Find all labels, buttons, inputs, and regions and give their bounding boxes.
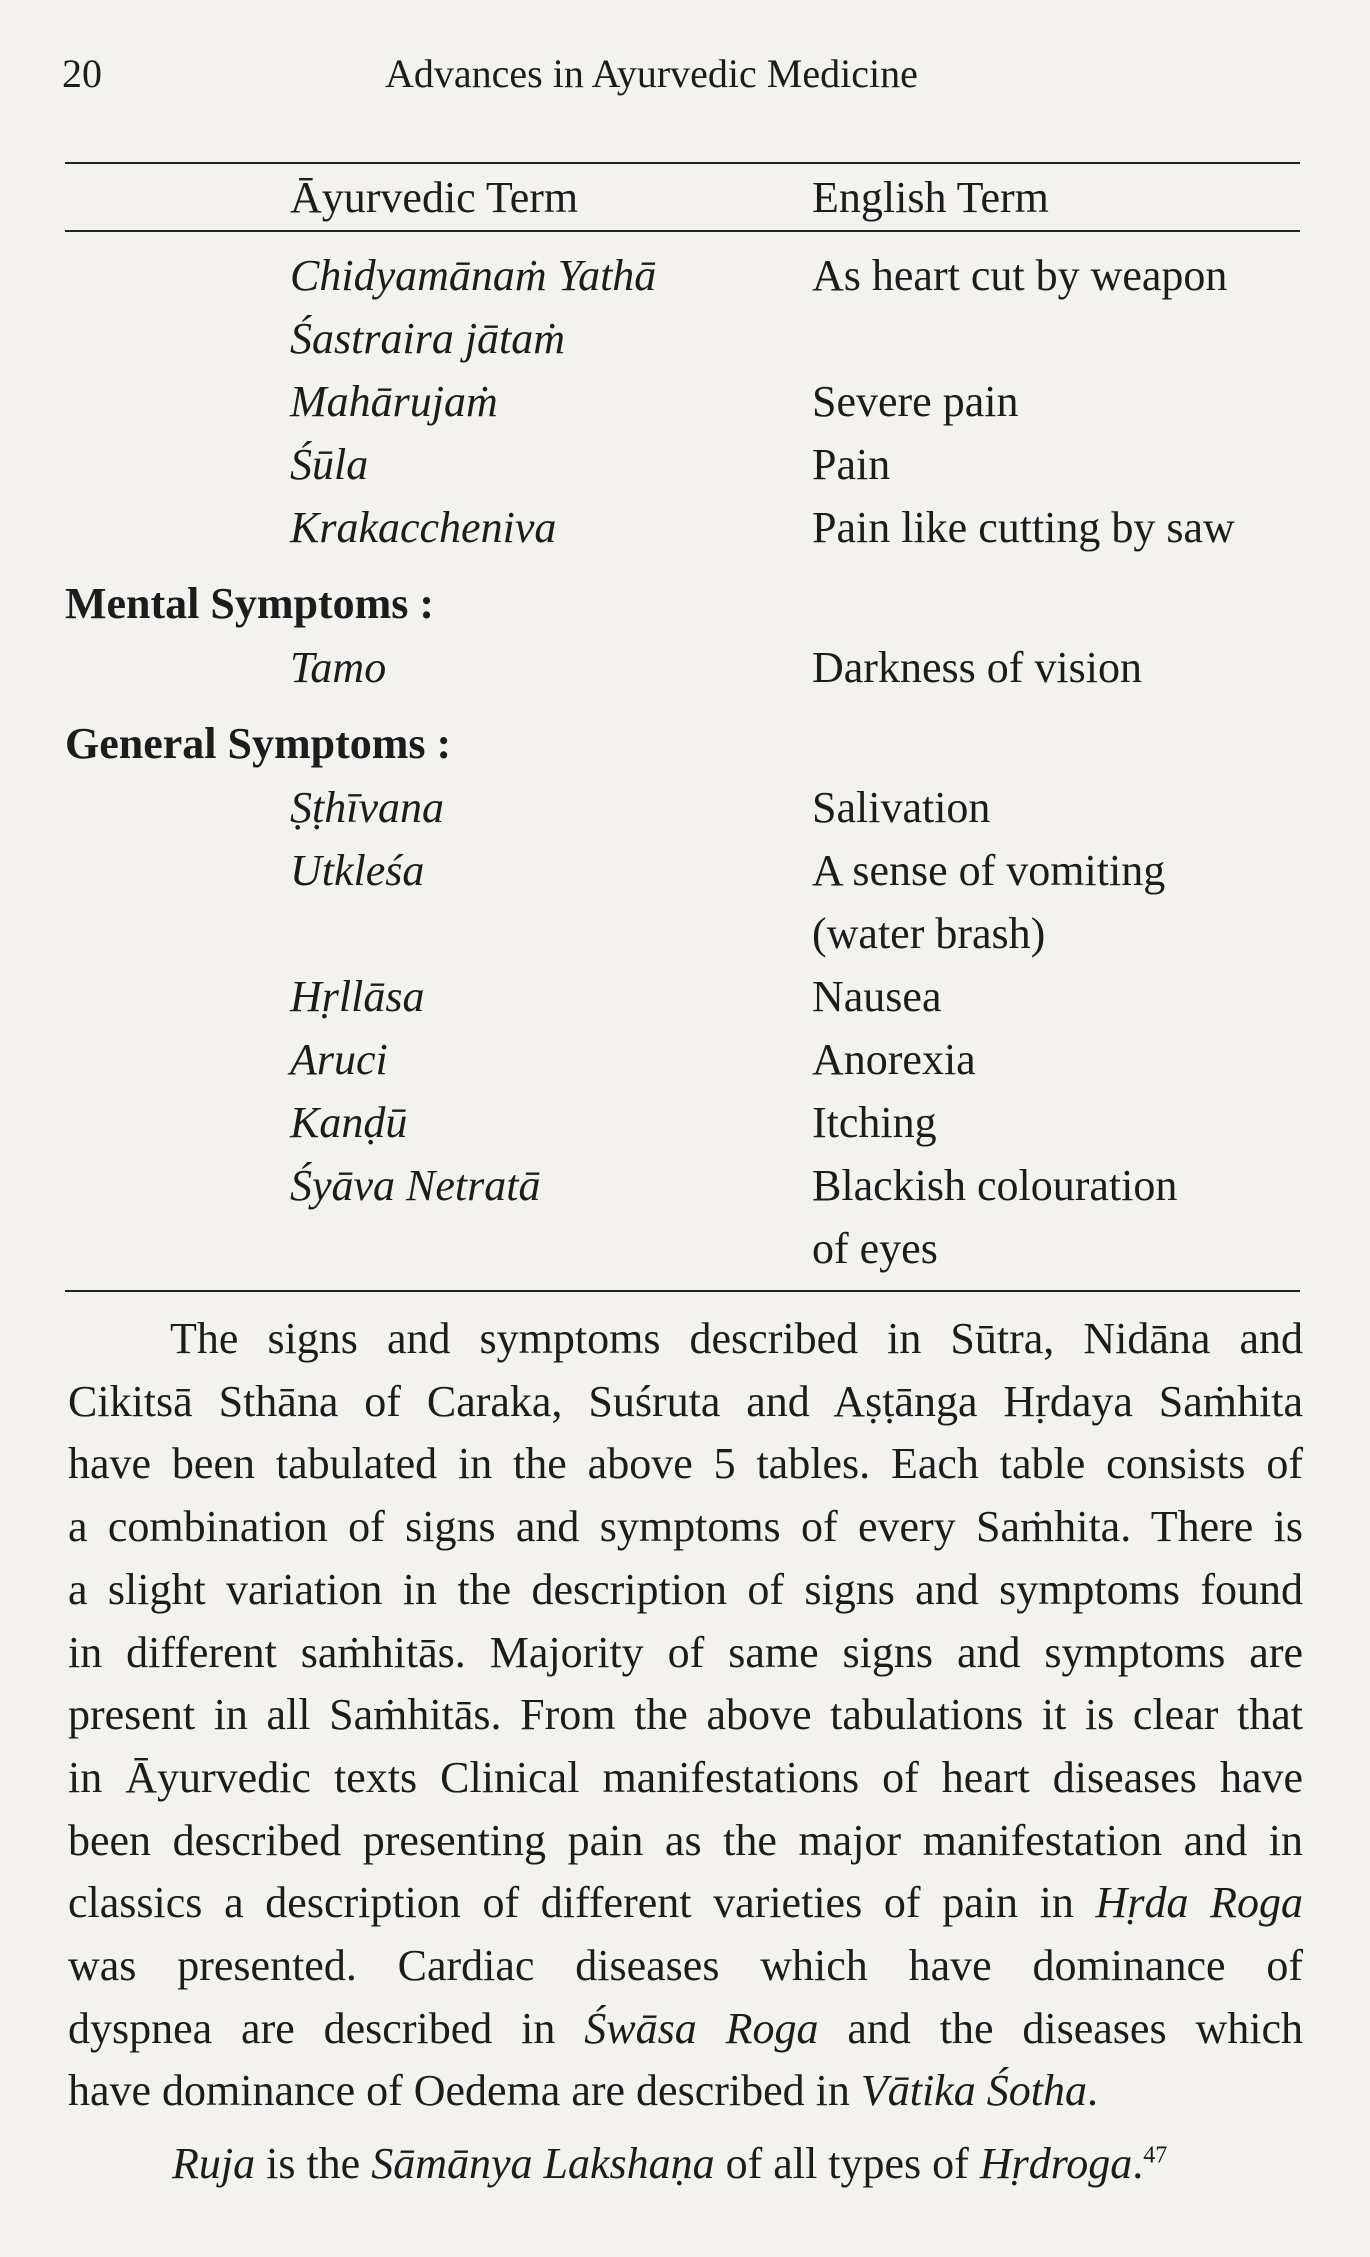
table-row-english: Darkness of vision [812, 643, 1142, 692]
table-row-english: Blackish colouration [812, 1161, 1178, 1210]
final-italic: Sāmānya Lakshaṇa [371, 2139, 715, 2188]
table-row-english: Itching [812, 1098, 937, 1147]
table-row-term: Krakaccheniva [290, 503, 557, 552]
final-italic: Hṛdroga [979, 2139, 1133, 2188]
table-row-term: Kanḍū [290, 1098, 408, 1147]
paragraph-line [68, 1872, 1303, 1935]
table-row-term: Utkleśa [290, 846, 425, 895]
paragraph-text: and the diseases which [818, 2003, 1303, 2053]
table-row-term: Śyāva Netratā [290, 1161, 541, 1210]
table-row-english: Nausea [812, 972, 942, 1021]
table-row-term: Śastraira jātaṁ [290, 314, 566, 363]
paragraph-italic: Vātika Śotha [860, 2066, 1087, 2116]
paragraph-text: . [1086, 2066, 1098, 2116]
general-symptoms-heading: General Symptoms : [65, 719, 452, 768]
table-row-term: Tamo [290, 643, 387, 692]
table-row-english: As heart cut by weapon [812, 251, 1228, 300]
final-text: of all types of [714, 2139, 980, 2188]
mental-symptoms-heading: Mental Symptoms : [65, 579, 435, 628]
paragraph-line: in Āyurvedic texts Clinical manifestations of heart diseases have [68, 1752, 1303, 1802]
paragraph-text: dyspnea are described in [68, 2003, 585, 2053]
page-number: 20 [62, 51, 102, 96]
table-row-english: Anorexia [812, 1035, 976, 1084]
paragraph-text: classics a description of different varieties of pain in [68, 1878, 1096, 1928]
table-row-english: Salivation [812, 783, 991, 832]
table-row-term: Aruci [290, 1035, 388, 1084]
table-header-col1: Āyurvedic Term [290, 173, 579, 222]
table-row-english: (water brash) [812, 909, 1046, 958]
table-row-term: Ṣṭhīvana [290, 783, 444, 832]
table-row-term: Chidyamānaṁ Yathā [290, 251, 657, 300]
paragraph-line [68, 1998, 1303, 2061]
paragraph-line: have been tabulated in the above 5 tables. Each table consists of [68, 1439, 1303, 1489]
paragraph-line: in different saṁhitās. Majority of same signs and symptoms are [68, 1627, 1303, 1677]
final-italic: Ruja [172, 2139, 256, 2188]
footnote-ref: 47 [1143, 2142, 1168, 2169]
table-top-rule [65, 162, 1300, 164]
table-bottom-rule [65, 1290, 1300, 1292]
paragraph-line [68, 2060, 1303, 2123]
table-row-english: Pain [812, 440, 891, 489]
table-row-english: Severe pain [812, 377, 1019, 426]
table-row-term: Mahārujaṁ [290, 377, 498, 426]
paragraph-text: have dominance of Oedema are described in [68, 2066, 861, 2116]
paragraph-line: present in all Saṁhitās. From the above tabulations it is clear that [68, 1690, 1303, 1740]
paragraph-italic: Hṛda Roga [1095, 1878, 1304, 1928]
running-head: Advances in Ayurvedic Medicine [385, 51, 918, 96]
table-row-english: of eyes [812, 1224, 938, 1273]
paragraph-line: been described presenting pain as the major manifestation and in [68, 1815, 1303, 1865]
final-text: . [1132, 2139, 1144, 2188]
table-row-english: Pain like cutting by saw [812, 503, 1235, 552]
paragraph-line: a combination of signs and symptoms of every Saṁhita. There is [68, 1502, 1303, 1552]
paragraph-line: The signs and symptoms described in Sūtra, Nidāna and [170, 1314, 1303, 1363]
table-header-col2: English Term [812, 173, 1049, 222]
paragraph-line: Cikitsā Sthāna of Caraka, Suśruta and Aṣṭānga Hṛdaya Saṁhita [68, 1376, 1303, 1426]
table-row-term: Śūla [290, 440, 369, 489]
table-row-term: Hṛllāsa [290, 972, 425, 1021]
paragraph-line: a slight variation in the description of signs and symptoms found [68, 1564, 1303, 1614]
paragraph-line: was presented. Cardiac diseases which have dominance of [68, 1941, 1303, 1991]
final-line [172, 2138, 1167, 2189]
table-header-rule [65, 230, 1300, 232]
body-paragraph [68, 1308, 1303, 2123]
table-row-english: A sense of vomiting [812, 846, 1166, 895]
paragraph-italic: Śwāsa Roga [584, 2003, 819, 2053]
final-text: is the [255, 2139, 372, 2188]
